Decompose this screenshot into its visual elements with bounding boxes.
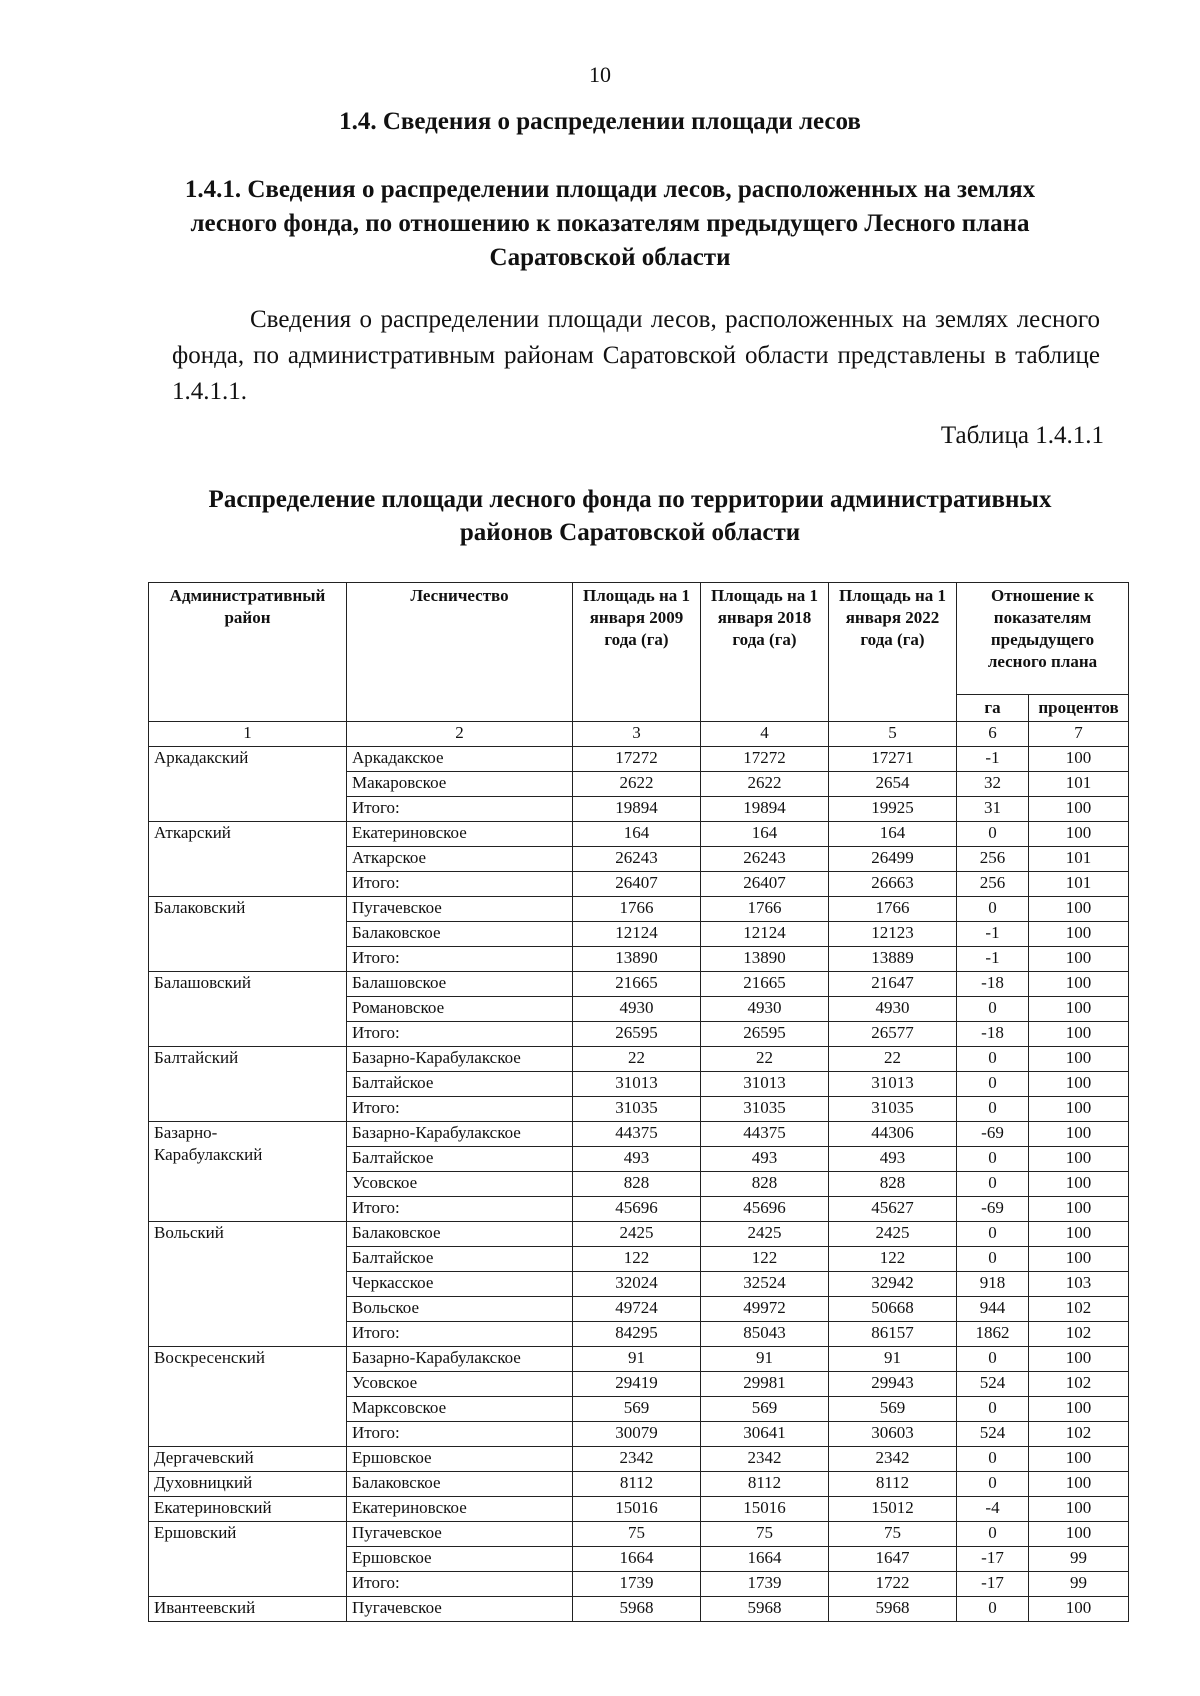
area-2009-cell: 26407 [573,872,701,897]
ratio-ha-cell: 0 [957,1397,1029,1422]
column-number: 5 [829,722,957,747]
forestry-cell: Балтайское [347,1147,573,1172]
area-2009-cell: 493 [573,1147,701,1172]
forestry-cell: Вольское [347,1297,573,1322]
forestry-cell: Итого: [347,1022,573,1047]
table-title: Распределение площади лесного фонда по территории административных районов Саратовской области [208,486,1052,546]
ratio-ha-cell: 0 [957,1172,1029,1197]
forestry-cell: Екатериновское [347,1497,573,1522]
forestry-cell: Балаковское [347,922,573,947]
area-2009-cell: 1664 [573,1547,701,1572]
district-cell: Вольский [149,1222,347,1347]
forestry-cell: Романовское [347,997,573,1022]
area-2018-cell: 30641 [701,1422,829,1447]
area-2018-cell: 26243 [701,847,829,872]
table-row [149,1222,1129,1247]
area-2018-cell: 21665 [701,972,829,997]
area-2018-cell: 91 [701,1347,829,1372]
column-number-row [149,722,1129,747]
ratio-ha-cell: 918 [957,1272,1029,1297]
column-number: 6 [957,722,1029,747]
area-2022-cell: 1722 [829,1572,957,1597]
area-2022-cell: 2425 [829,1222,957,1247]
ratio-pct-cell: 102 [1029,1422,1129,1447]
area-2018-cell: 5968 [701,1597,829,1622]
header-ratio: Отношение к показателям предыдущего лесного плана [957,583,1129,695]
ratio-pct-cell: 100 [1029,1347,1129,1372]
area-2009-cell: 828 [573,1172,701,1197]
forestry-cell: Балаковское [347,1472,573,1497]
column-number: 2 [347,722,573,747]
area-2009-cell: 8112 [573,1472,701,1497]
area-2018-cell: 569 [701,1397,829,1422]
ratio-pct-cell: 103 [1029,1272,1129,1297]
ratio-pct-cell: 100 [1029,1197,1129,1222]
area-2022-cell: 86157 [829,1322,957,1347]
ratio-ha-cell: 0 [957,1472,1029,1497]
area-2009-cell: 30079 [573,1422,701,1447]
district-cell: Балаковский [149,897,347,972]
area-2022-cell: 15012 [829,1497,957,1522]
ratio-ha-cell: 0 [957,1047,1029,1072]
area-2022-cell: 12123 [829,922,957,947]
area-2009-cell: 13890 [573,947,701,972]
table-row [149,972,1129,997]
area-2018-cell: 493 [701,1147,829,1172]
ratio-ha-cell: 524 [957,1372,1029,1397]
subsection-heading: 1.4.1. Сведения о распределении площади лесов, расположенных на землях лесного фонда, по отношению к показателям предыдущего Лесного плана Саратовской области [184,176,1036,271]
district-cell: Базарно- Карабулакский [149,1122,347,1222]
district-cell: Дергачевский [149,1447,347,1472]
header-forestry: Лесничество [347,583,573,722]
forestry-cell: Итого: [347,1572,573,1597]
ratio-pct-cell: 100 [1029,897,1129,922]
area-2018-cell: 13890 [701,947,829,972]
ratio-pct-cell: 100 [1029,822,1129,847]
ratio-ha-cell: 256 [957,847,1029,872]
column-number: 1 [149,722,347,747]
area-2018-cell: 49972 [701,1297,829,1322]
ratio-ha-cell: 0 [957,1347,1029,1372]
ratio-ha-cell: 0 [957,1222,1029,1247]
area-2009-cell: 26595 [573,1022,701,1047]
area-2009-cell: 2622 [573,772,701,797]
ratio-pct-cell: 100 [1029,1222,1129,1247]
column-number: 7 [1029,722,1129,747]
ratio-ha-cell: 0 [957,1072,1029,1097]
column-number: 3 [573,722,701,747]
ratio-ha-cell: -4 [957,1497,1029,1522]
area-2018-cell: 2425 [701,1222,829,1247]
area-2009-cell: 31035 [573,1097,701,1122]
table-row [149,1497,1129,1522]
area-2022-cell: 31035 [829,1097,957,1122]
forestry-cell: Итого: [347,797,573,822]
area-2009-cell: 75 [573,1522,701,1547]
ratio-ha-cell: 31 [957,797,1029,822]
area-2009-cell: 22 [573,1047,701,1072]
area-2009-cell: 569 [573,1397,701,1422]
area-2018-cell: 164 [701,822,829,847]
table-row [149,1347,1129,1372]
forest-area-table [148,582,1129,1622]
area-2009-cell: 44375 [573,1122,701,1147]
header-ratio-pct: процентов [1029,695,1129,722]
area-2009-cell: 26243 [573,847,701,872]
district-cell: Екатериновский [149,1497,347,1522]
forestry-cell: Усовское [347,1372,573,1397]
forestry-cell: Аркадакское [347,747,573,772]
column-number: 4 [701,722,829,747]
ratio-pct-cell: 101 [1029,772,1129,797]
ratio-pct-cell: 100 [1029,1172,1129,1197]
area-2009-cell: 15016 [573,1497,701,1522]
forestry-cell: Итого: [347,1097,573,1122]
forestry-cell: Балашовское [347,972,573,997]
table-row [149,1447,1129,1472]
area-2009-cell: 2342 [573,1447,701,1472]
area-2022-cell: 29943 [829,1372,957,1397]
ratio-pct-cell: 100 [1029,1122,1129,1147]
forestry-cell: Усовское [347,1172,573,1197]
ratio-pct-cell: 100 [1029,997,1129,1022]
area-2022-cell: 122 [829,1247,957,1272]
section-heading: 1.4. Сведения о распределении площади лесов [339,108,861,135]
district-cell: Аркадакский [149,747,347,822]
ratio-pct-cell: 99 [1029,1547,1129,1572]
area-2018-cell: 19894 [701,797,829,822]
area-2018-cell: 32524 [701,1272,829,1297]
forestry-cell: Черкасское [347,1272,573,1297]
forestry-cell: Базарно-Карабулакское [347,1122,573,1147]
header-area-2009: Площадь на 1 января 2009 года (га) [573,583,701,722]
forestry-cell: Балтайское [347,1247,573,1272]
area-2022-cell: 50668 [829,1297,957,1322]
area-2018-cell: 26595 [701,1022,829,1047]
ratio-pct-cell: 100 [1029,1522,1129,1547]
area-2009-cell: 84295 [573,1322,701,1347]
ratio-pct-cell: 101 [1029,872,1129,897]
ratio-ha-cell: 32 [957,772,1029,797]
ratio-pct-cell: 100 [1029,1147,1129,1172]
area-2022-cell: 91 [829,1347,957,1372]
area-2009-cell: 49724 [573,1297,701,1322]
header-area-2022: Площадь на 1 января 2022 года (га) [829,583,957,722]
forestry-cell: Аткарское [347,847,573,872]
district-cell: Балашовский [149,972,347,1047]
area-2018-cell: 828 [701,1172,829,1197]
area-2018-cell: 85043 [701,1322,829,1347]
area-2018-cell: 1766 [701,897,829,922]
ratio-pct-cell: 99 [1029,1572,1129,1597]
area-2018-cell: 2622 [701,772,829,797]
area-2018-cell: 15016 [701,1497,829,1522]
area-2009-cell: 5968 [573,1597,701,1622]
ratio-pct-cell: 100 [1029,1097,1129,1122]
table-row [149,1047,1129,1072]
district-cell: Воскресенский [149,1347,347,1447]
area-2022-cell: 26499 [829,847,957,872]
area-2009-cell: 32024 [573,1272,701,1297]
area-2009-cell: 31013 [573,1072,701,1097]
ratio-ha-cell: 0 [957,822,1029,847]
ratio-ha-cell: 0 [957,1447,1029,1472]
area-2009-cell: 164 [573,822,701,847]
area-2009-cell: 19894 [573,797,701,822]
ratio-ha-cell: 1862 [957,1322,1029,1347]
area-2022-cell: 21647 [829,972,957,997]
district-cell: Ивантеевский [149,1597,347,1622]
page-number: 10 [589,62,611,87]
area-2009-cell: 91 [573,1347,701,1372]
area-2022-cell: 493 [829,1147,957,1172]
forestry-cell: Итого: [347,947,573,972]
ratio-ha-cell: 256 [957,872,1029,897]
area-2022-cell: 75 [829,1522,957,1547]
ratio-pct-cell: 100 [1029,922,1129,947]
ratio-ha-cell: 0 [957,897,1029,922]
ratio-ha-cell: -17 [957,1572,1029,1597]
forestry-cell: Базарно-Карабулакское [347,1047,573,1072]
area-2022-cell: 26663 [829,872,957,897]
area-2009-cell: 2425 [573,1222,701,1247]
area-2022-cell: 2342 [829,1447,957,1472]
area-2022-cell: 4930 [829,997,957,1022]
forestry-cell: Марксовское [347,1397,573,1422]
area-2022-cell: 22 [829,1047,957,1072]
ratio-pct-cell: 100 [1029,1447,1129,1472]
forestry-cell: Балтайское [347,1072,573,1097]
area-2022-cell: 8112 [829,1472,957,1497]
ratio-pct-cell: 100 [1029,1597,1129,1622]
area-2022-cell: 30603 [829,1422,957,1447]
forestry-cell: Балаковское [347,1222,573,1247]
forestry-cell: Итого: [347,1322,573,1347]
forestry-cell: Итого: [347,1422,573,1447]
area-2022-cell: 1766 [829,897,957,922]
area-2022-cell: 569 [829,1397,957,1422]
ratio-ha-cell: 0 [957,1522,1029,1547]
ratio-pct-cell: 102 [1029,1372,1129,1397]
ratio-pct-cell: 100 [1029,1047,1129,1072]
forestry-cell: Екатериновское [347,822,573,847]
area-2009-cell: 17272 [573,747,701,772]
forestry-cell: Базарно-Карабулакское [347,1347,573,1372]
ratio-pct-cell: 100 [1029,797,1129,822]
ratio-ha-cell: 0 [957,1147,1029,1172]
ratio-pct-cell: 100 [1029,1397,1129,1422]
table-row [149,897,1129,922]
ratio-ha-cell: 0 [957,1597,1029,1622]
table-row [149,822,1129,847]
ratio-pct-cell: 100 [1029,747,1129,772]
area-2018-cell: 29981 [701,1372,829,1397]
area-2018-cell: 12124 [701,922,829,947]
forestry-cell: Итого: [347,872,573,897]
area-2009-cell: 21665 [573,972,701,997]
district-cell: Аткарский [149,822,347,897]
area-2022-cell: 13889 [829,947,957,972]
area-2022-cell: 31013 [829,1072,957,1097]
area-2018-cell: 1739 [701,1572,829,1597]
area-2022-cell: 17271 [829,747,957,772]
table-row [149,1122,1129,1147]
ratio-ha-cell: -1 [957,947,1029,972]
ratio-ha-cell: 524 [957,1422,1029,1447]
ratio-pct-cell: 100 [1029,1072,1129,1097]
forestry-cell: Макаровское [347,772,573,797]
ratio-ha-cell: 0 [957,1247,1029,1272]
forestry-cell: Пугачевское [347,1522,573,1547]
forestry-cell: Итого: [347,1197,573,1222]
area-2018-cell: 31013 [701,1072,829,1097]
table-label: Таблица 1.4.1.1 [940,422,1104,449]
area-2022-cell: 32942 [829,1272,957,1297]
intro-paragraph: Сведения о распределении площади лесов, расположенных на землях лесного фонда, по административным районам Саратовской области представлены в таблице 1.4.1.1. [172,306,1100,405]
area-2022-cell: 5968 [829,1597,957,1622]
ratio-ha-cell: 0 [957,1097,1029,1122]
ratio-ha-cell: -1 [957,747,1029,772]
area-2009-cell: 12124 [573,922,701,947]
table-row [149,1597,1129,1622]
area-2018-cell: 1664 [701,1547,829,1572]
forestry-cell: Ершовское [347,1447,573,1472]
area-2018-cell: 2342 [701,1447,829,1472]
header-ratio-ha: га [957,695,1029,722]
area-2018-cell: 22 [701,1047,829,1072]
district-cell: Духовницкий [149,1472,347,1497]
header-area-2018: Площадь на 1 января 2018 года (га) [701,583,829,722]
area-2018-cell: 26407 [701,872,829,897]
area-2018-cell: 8112 [701,1472,829,1497]
ratio-ha-cell: 0 [957,997,1029,1022]
ratio-pct-cell: 100 [1029,972,1129,997]
area-2022-cell: 1647 [829,1547,957,1572]
area-2009-cell: 29419 [573,1372,701,1397]
area-2009-cell: 1766 [573,897,701,922]
area-2022-cell: 45627 [829,1197,957,1222]
forestry-cell: Ершовское [347,1547,573,1572]
area-2009-cell: 1739 [573,1572,701,1597]
area-2018-cell: 75 [701,1522,829,1547]
table-row [149,1472,1129,1497]
area-2022-cell: 2654 [829,772,957,797]
area-2009-cell: 45696 [573,1197,701,1222]
area-2022-cell: 828 [829,1172,957,1197]
area-2018-cell: 4930 [701,997,829,1022]
district-cell: Балтайский [149,1047,347,1122]
ratio-pct-cell: 100 [1029,1022,1129,1047]
forestry-cell: Пугачевское [347,897,573,922]
area-2009-cell: 122 [573,1247,701,1272]
ratio-pct-cell: 100 [1029,947,1129,972]
ratio-pct-cell: 100 [1029,1472,1129,1497]
ratio-pct-cell: 100 [1029,1247,1129,1272]
ratio-ha-cell: -69 [957,1122,1029,1147]
ratio-ha-cell: -69 [957,1197,1029,1222]
area-2022-cell: 164 [829,822,957,847]
forestry-cell: Пугачевское [347,1597,573,1622]
ratio-ha-cell: -18 [957,1022,1029,1047]
area-2022-cell: 44306 [829,1122,957,1147]
ratio-pct-cell: 101 [1029,847,1129,872]
header-district: Административный район [149,583,347,722]
ratio-ha-cell: -18 [957,972,1029,997]
ratio-pct-cell: 102 [1029,1322,1129,1347]
area-2018-cell: 45696 [701,1197,829,1222]
area-2018-cell: 31035 [701,1097,829,1122]
area-2018-cell: 17272 [701,747,829,772]
table-row [149,1522,1129,1547]
table-row [149,747,1129,772]
area-2018-cell: 44375 [701,1122,829,1147]
district-cell: Ершовский [149,1522,347,1597]
area-2009-cell: 4930 [573,997,701,1022]
area-2018-cell: 122 [701,1247,829,1272]
area-2022-cell: 19925 [829,797,957,822]
ratio-ha-cell: -17 [957,1547,1029,1572]
ratio-ha-cell: -1 [957,922,1029,947]
table-body [149,722,1129,1622]
area-2022-cell: 26577 [829,1022,957,1047]
ratio-pct-cell: 100 [1029,1497,1129,1522]
ratio-pct-cell: 102 [1029,1297,1129,1322]
ratio-ha-cell: 944 [957,1297,1029,1322]
